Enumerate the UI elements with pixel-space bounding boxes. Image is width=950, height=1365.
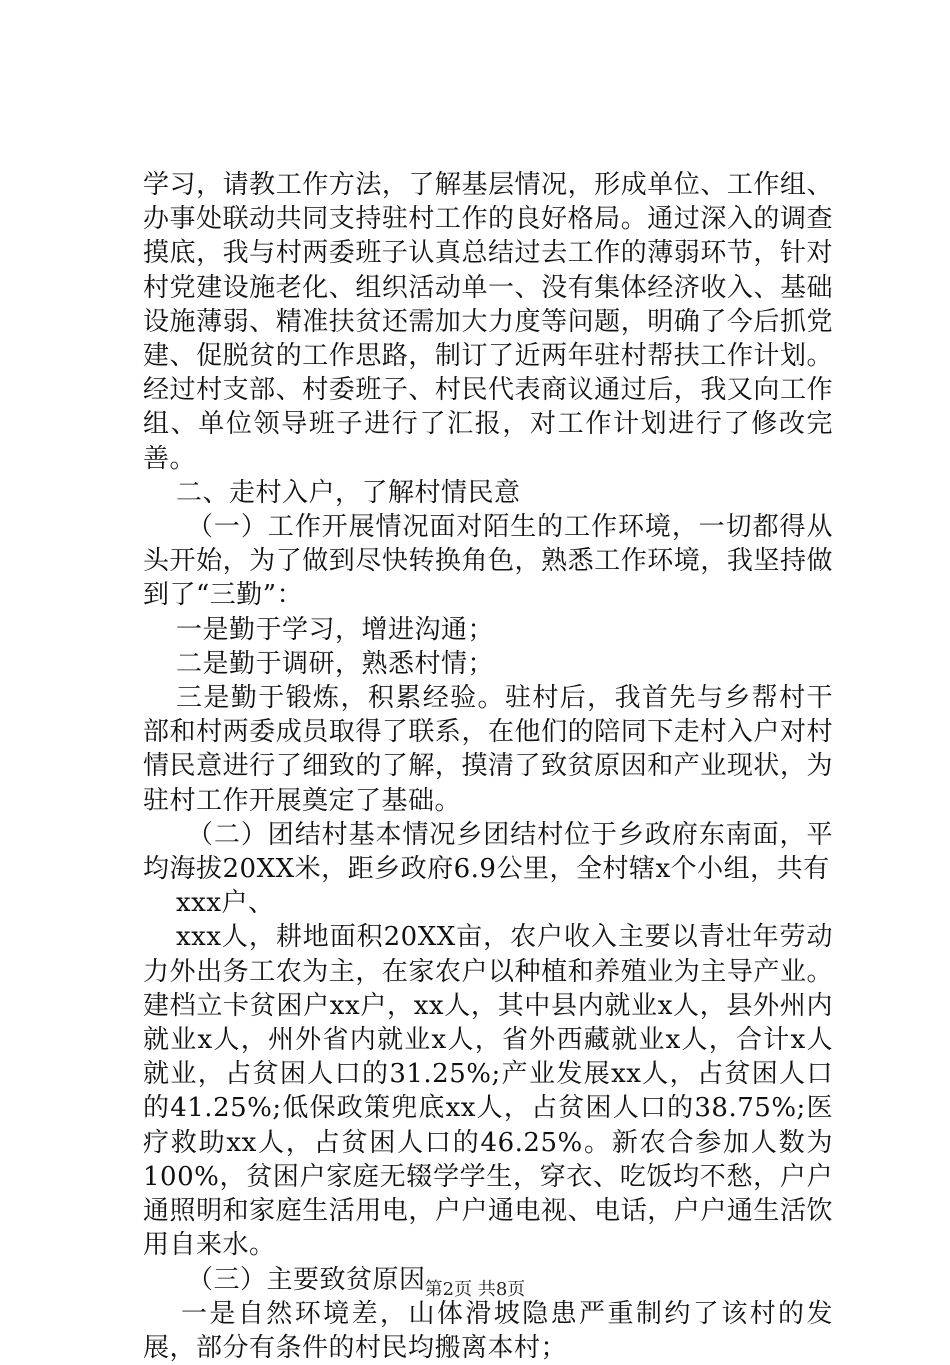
list-item-study: 一是勤于学习，增进沟通；	[176, 614, 495, 645]
paragraph-intro: 学习，请教工作方法，了解基层情况，形成单位、工作组、办事处联动共同支持驻村工作的良好格局。通过深入的调查摸底，我与村两委班子认真总结过去工作的薄弱环节，针对村党建设施老化、组织活动单一、没有集体经济收入、基础设施薄弱、精准扶贫还需加大力度等问题，明确了今后抓党建、促脱贫的工作思路，制订了近两年驻村帮扶工作计划。经过村支部、村委班子、村民代表商议通过后，我又向工作组、单位领导班子进行了汇报，对工作计划进行了修改完善。	[143, 170, 833, 474]
page-number-footer: 第2页 共8页	[424, 1279, 526, 1300]
paragraph-population: xxx人，耕地面积20XX亩，农户收入主要以青壮年劳动力外出务工农为主，在家农户以种植和养殖业为主导产业。建档立卡贫困户xx户，xx人，其中县内就业x人，县外州内就业x人，州外省内就业x人，省外西藏就业x人，合计x人就业，占贫困人口的31.25%;产业发展xx人，占贫困人口的41.25%;低保政策兜底xx人，占贫困人口的38.75%;医疗救助xx人，占贫困人口的46.25%。新农合参加人数为100%，贫困户家庭无辍学学生，穿衣、吃饭均不愁，户户通照明和家庭生活用电，户户通电视、电话，户户通生活饮用自来水。	[143, 922, 833, 1261]
subsection-poverty-causes: （三）主要致贫原因	[187, 1264, 426, 1295]
household-count: xxx户、	[176, 888, 275, 919]
section-heading-2: 二、走村入户，了解村情民意	[176, 477, 521, 508]
subsection-work-status: （一）工作开展情况面对陌生的工作环境，一切都得从头开始，为了做到尽快转换角色，熟悉工作环境，我坚持做到了“三勤”：	[143, 512, 833, 611]
list-item-research: 二是勤于调研，熟悉村情；	[176, 648, 495, 679]
subsection-village-info: （二）团结村基本情况乡团结村位于乡政府东南面，平均海拔20XX米，距乡政府6.9公里，全村辖x个小组，共有	[143, 819, 833, 885]
list-item-exercise: 三是勤于锻炼，积累经验。驻村后，我首先与乡帮村干部和村两委成员取得了联系，在他们的陪同下走村入户对村情民意进行了细致的了解，摸清了致贫原因和产业现状，为驻村工作开展奠定了基础。	[143, 683, 833, 816]
document-body	[143, 168, 833, 1365]
paragraph-cause-one: 一是自然环境差，山体滑坡隐患严重制约了该村的发展，部分有条件的村民均搬离本村；	[143, 1298, 833, 1363]
